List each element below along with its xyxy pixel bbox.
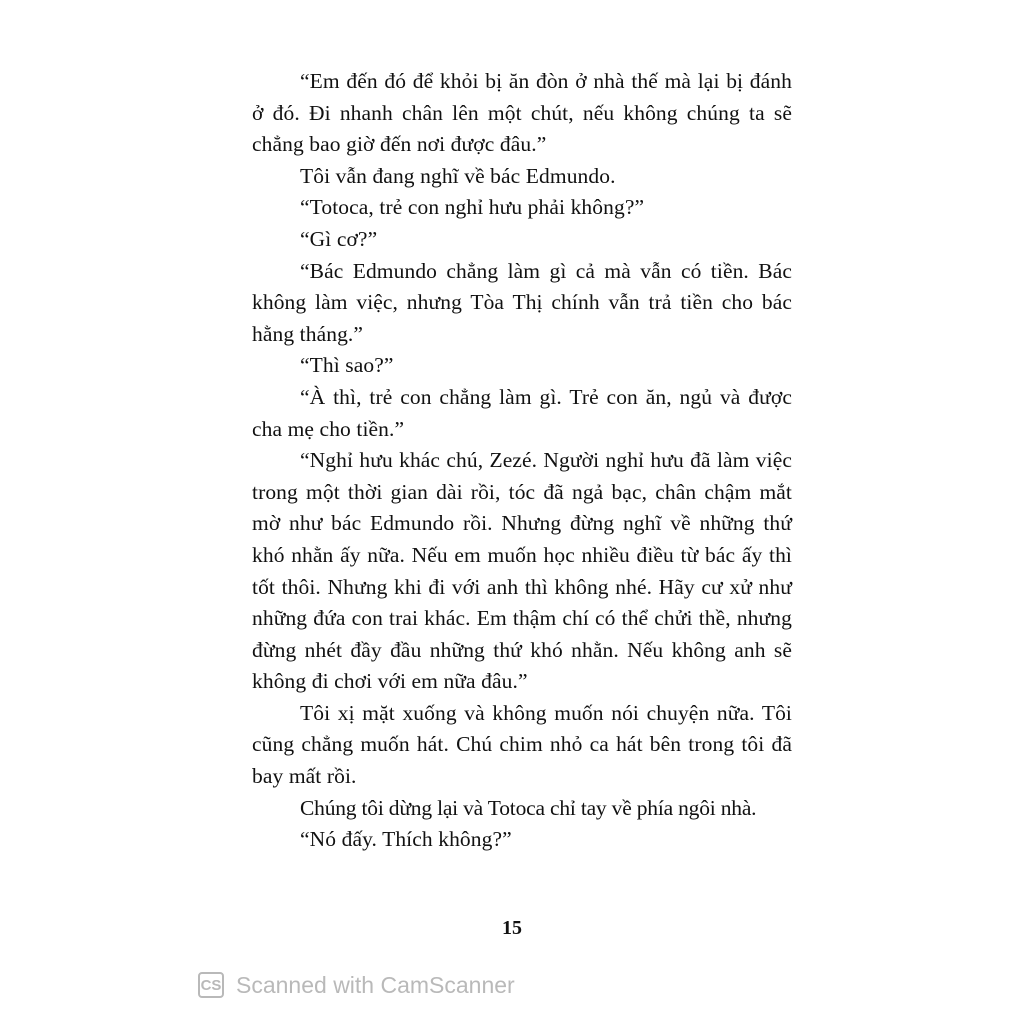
paragraph-3: “Totoca, trẻ con nghỉ hưu phải không?” bbox=[300, 195, 645, 220]
body-text bbox=[252, 66, 792, 856]
paragraph-7: “À thì, trẻ con chẳng làm gì. Trẻ con ăn, ngủ và được cha mẹ cho tiền.” bbox=[252, 384, 792, 441]
camscanner-logo-icon: CS bbox=[198, 972, 224, 998]
paragraph-4: “Gì cơ?” bbox=[300, 226, 378, 251]
paragraph-2: Tôi vẫn đang nghĩ về bác Edmundo. bbox=[300, 163, 616, 188]
paragraph-10: Chúng tôi dừng lại và Totoca chỉ tay về phía ngôi nhà. bbox=[300, 795, 757, 820]
paragraph-11: “Nó đấy. Thích không?” bbox=[300, 827, 512, 852]
paragraph-9: Tôi xị mặt xuống và không muốn nói chuyện nữa. Tôi cũng chẳng muốn hát. Chú chim nhỏ ca hát bên trong tôi đã bay mất rồi. bbox=[252, 700, 792, 789]
paragraph-8: “Nghỉ hưu khác chú, Zezé. Người nghỉ hưu đã làm việc trong một thời gian dài rồi, tóc đã ngả bạc, chân chậm mắt mờ như bác Edmundo rồi. Nhưng đừng nghĩ về những thứ khó nhằn ấy nữa. Nếu em muốn học nhiều điều từ bác ấy thì tốt thôi. Nhưng khi đi với anh thì không nhé. Hãy cư xử như những đứa con trai khác. Em thậm chí có thể chửi thề, nhưng đừng nhét đầy đầu những thứ khó nhằn. Nếu không anh sẽ không đi chơi với em nữa đâu.” bbox=[252, 448, 792, 694]
paragraph-6: “Thì sao?” bbox=[300, 353, 394, 378]
paragraph-5: “Bác Edmundo chẳng làm gì cả mà vẫn có tiền. Bác không làm việc, nhưng Tòa Thị chính vẫn trả tiền cho bác hằng tháng.” bbox=[252, 258, 792, 346]
paragraph-1: “Em đến đó để khỏi bị ăn đòn ở nhà thế mà lại bị đánh ở đó. Đi nhanh chân lên một chút, nếu không chúng ta sẽ chẳng bao giờ đến nơi được đâu.” bbox=[252, 69, 792, 157]
camscanner-watermark bbox=[198, 968, 515, 1002]
page-number: 15 bbox=[502, 917, 522, 939]
watermark-text: Scanned with CamScanner bbox=[236, 971, 515, 998]
